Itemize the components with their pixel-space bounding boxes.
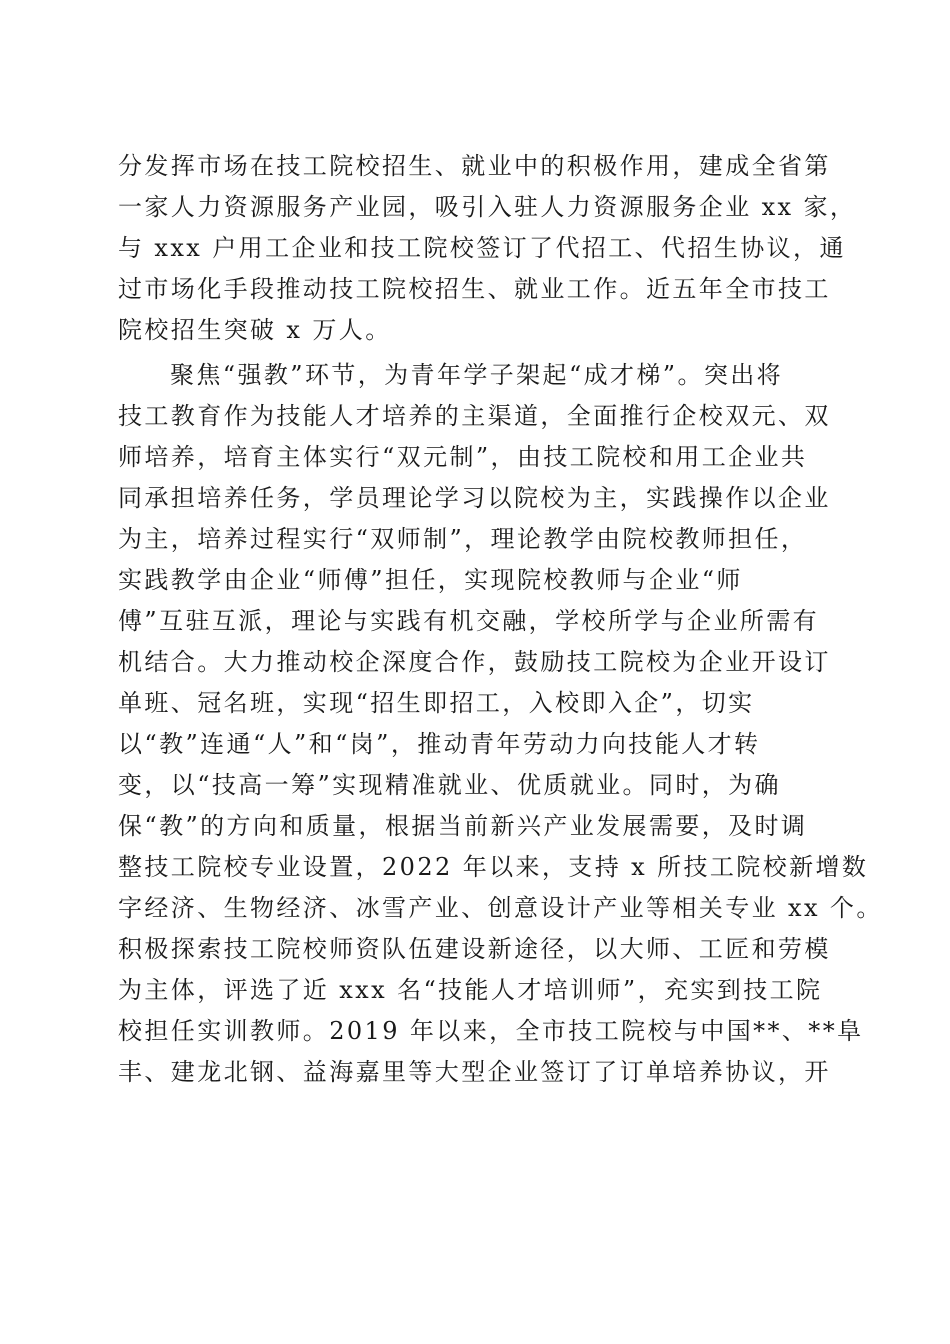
text-line: 整技工院校专业设置，2022 年以来，支持 x 所技工院校新增数	[118, 853, 869, 881]
text-line: 以“教”连通“人”和“岗”，推动青年劳动力向技能人才转	[118, 730, 761, 758]
text-line: 傅”互驻互派，理论与实践有机交融，学校所学与企业所需有	[118, 607, 820, 635]
text-line: 为主体，评选了近 xxx 名“技能人才培训师”，充实到技工院	[118, 976, 823, 1004]
paragraph-1	[118, 146, 857, 351]
text-line: 机结合。大力推动校企深度合作，鼓励技工院校为企业开设订	[118, 648, 831, 676]
text-line: 分发挥市场在技工院校招生、就业中的积极作用，建成全省第	[118, 152, 831, 180]
body-text	[118, 146, 883, 1093]
text-line: 为主，培养过程实行“双师制”，理论教学由院校教师担任，	[118, 525, 808, 553]
text-line: 过市场化手段推动技工院校招生、就业工作。近五年全市技工	[118, 275, 831, 303]
text-line: 院校招生突破 x 万人。	[118, 316, 392, 344]
paragraph-2	[118, 355, 883, 1093]
text-line: 变，以“技高一筹”实现精准就业、优质就业。同时，为确	[118, 771, 781, 799]
text-line: 单班、冠名班，实现“招生即招工，入校即入企”，切实	[118, 689, 755, 717]
text-line: 一家人力资源服务产业园，吸引入驻人力资源服务企业 xx 家，	[118, 193, 857, 221]
text-line: 同承担培养任务，学员理论学习以院校为主，实践操作以企业	[118, 484, 831, 512]
text-line: 字经济、生物经济、冰雪产业、创意设计产业等相关专业 xx 个。	[118, 894, 883, 922]
text-line: 技工教育作为技能人才培养的主渠道，全面推行企校双元、双	[118, 402, 831, 430]
text-line: 保“教”的方向和质量，根据当前新兴产业发展需要，及时调	[118, 812, 808, 840]
text-line: 聚焦“强教”环节，为青年学子架起“成才梯”。突出将	[170, 361, 784, 389]
text-line: 实践教学由企业“师傅”担任，实现院校教师与企业“师	[118, 566, 743, 594]
text-line: 丰、建龙北钢、益海嘉里等大型企业签订了订单培养协议，开	[118, 1058, 831, 1086]
text-line: 积极探索技工院校师资队伍建设新途径，以大师、工匠和劳模	[118, 935, 831, 963]
text-line: 师培养，培育主体实行“双元制”，由技工院校和用工企业共	[118, 443, 808, 471]
text-line: 与 xxx 户用工企业和技工院校签订了代招工、代招生协议，通	[118, 234, 846, 262]
text-line: 校担任实训教师。2019 年以来，全市技工院校与中国**、**阜	[118, 1017, 864, 1045]
